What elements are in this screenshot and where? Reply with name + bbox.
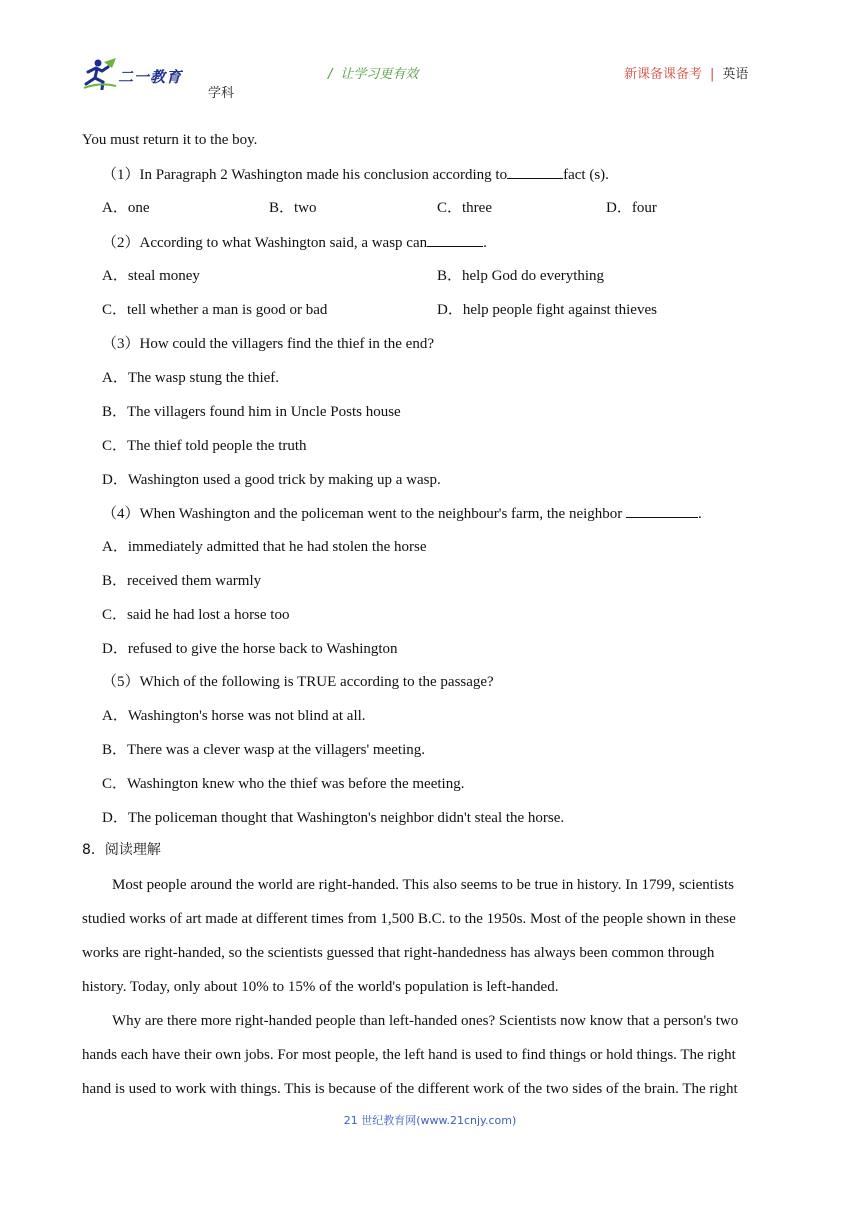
q3-option-d[interactable]: D．Washington used a good trick by making up a wasp. xyxy=(102,472,441,488)
q2-option-c[interactable]: C．tell whether a man is good or bad xyxy=(102,302,328,318)
passage-line: works are right-handed, so the scientists guessed that right-handedness has always been common through xyxy=(82,945,715,961)
question-4-stem xyxy=(102,503,702,524)
logo xyxy=(82,58,192,92)
q4-option-d[interactable]: D．refused to give the horse back to Washington xyxy=(102,641,398,657)
q2-stem-text: （2）According to what Washington said, a wasp can xyxy=(102,235,428,251)
language-label: 英语 xyxy=(722,67,749,82)
q2-option-b[interactable]: B．help God do everything xyxy=(437,268,605,284)
page-footer: 21 世纪教育网(www.21cnjy.com) xyxy=(343,1114,517,1127)
q4-option-c[interactable]: C．said he had lost a horse too xyxy=(102,607,290,623)
q1-option-a[interactable]: A．one xyxy=(102,200,150,216)
q2-option-a[interactable]: A．steal money xyxy=(102,268,200,284)
q1-option-b[interactable]: B．two xyxy=(269,200,317,216)
q5-option-c[interactable]: C．Washington knew who the thief was before the meeting. xyxy=(102,776,465,792)
course-label: 新课备课备考 xyxy=(624,67,703,82)
q1-option-c[interactable]: C．three xyxy=(437,200,492,216)
question-1-stem xyxy=(102,164,609,185)
q1-option-d[interactable]: D．four xyxy=(606,200,657,216)
q2-stem-end: . xyxy=(483,235,487,251)
q2-option-d[interactable]: D．help people fight against thieves xyxy=(437,302,657,318)
slogan xyxy=(328,63,418,82)
q4-option-b[interactable]: B．received them warmly xyxy=(102,573,262,589)
question-5-stem: （5）Which of the following is TRUE according to the passage? xyxy=(102,674,494,690)
passage-line: hands each have their own jobs. For most people, the left hand is used to find things or hold things. The right xyxy=(82,1047,736,1063)
q3-option-b[interactable]: B．The villagers found him in Uncle Posts house xyxy=(102,404,401,420)
q3-option-c[interactable]: C．The thief told people the truth xyxy=(102,438,307,454)
slogan-slash: / xyxy=(328,67,333,82)
section-8-title: 8．阅读理解 xyxy=(82,842,161,858)
answer-blank xyxy=(507,164,563,179)
answer-blank xyxy=(626,503,698,518)
intro-line: You must return it to the boy. xyxy=(82,132,258,148)
q5-option-b[interactable]: B．There was a clever wasp at the villagers' meeting. xyxy=(102,742,425,758)
header-right xyxy=(624,63,748,82)
passage-line: hand is used to work with things. This is because of the different work of the two sides of the brain. The right xyxy=(82,1081,738,1097)
slogan-text: 让学习更有效 xyxy=(340,67,419,82)
runner-logo-icon xyxy=(82,58,118,90)
logo-text: 二一教育 xyxy=(118,68,183,86)
passage-line: Most people around the world are right-handed. This also seems to be true in history. In 1799, scientists xyxy=(112,877,734,893)
passage-line: studied works of art made at different times from 1,500 B.C. to the 1950s. Most of the people shown in these xyxy=(82,911,736,927)
passage-line: history. Today, only about 10% to 15% of the world's population is left-handed. xyxy=(82,979,559,995)
page-header xyxy=(0,0,860,110)
question-2-stem xyxy=(102,232,487,253)
header-separator: | xyxy=(710,67,715,82)
answer-blank xyxy=(427,232,483,247)
q5-option-d[interactable]: D．The policeman thought that Washington's neighbor didn't steal the horse. xyxy=(102,810,565,826)
q3-option-a[interactable]: A．The wasp stung the thief. xyxy=(102,370,280,386)
q4-option-a[interactable]: A．immediately admitted that he had stolen the horse xyxy=(102,539,427,555)
question-3-stem: （3）How could the villagers find the thief in the end? xyxy=(102,336,434,352)
passage-line: Why are there more right-handed people than left-handed ones? Scientists now know that a person's two xyxy=(112,1013,739,1029)
q4-stem-text: （4）When Washington and the policeman went to the neighbour's farm, the neighbor xyxy=(102,506,627,522)
q5-option-a[interactable]: A．Washington's horse was not blind at all. xyxy=(102,708,366,724)
q1-stem-end: fact (s). xyxy=(563,167,609,183)
q4-stem-end: . xyxy=(698,506,702,522)
q1-stem-text: （1）In Paragraph 2 Washington made his conclusion according to xyxy=(102,167,508,183)
subject-label: 学科 xyxy=(208,86,235,101)
